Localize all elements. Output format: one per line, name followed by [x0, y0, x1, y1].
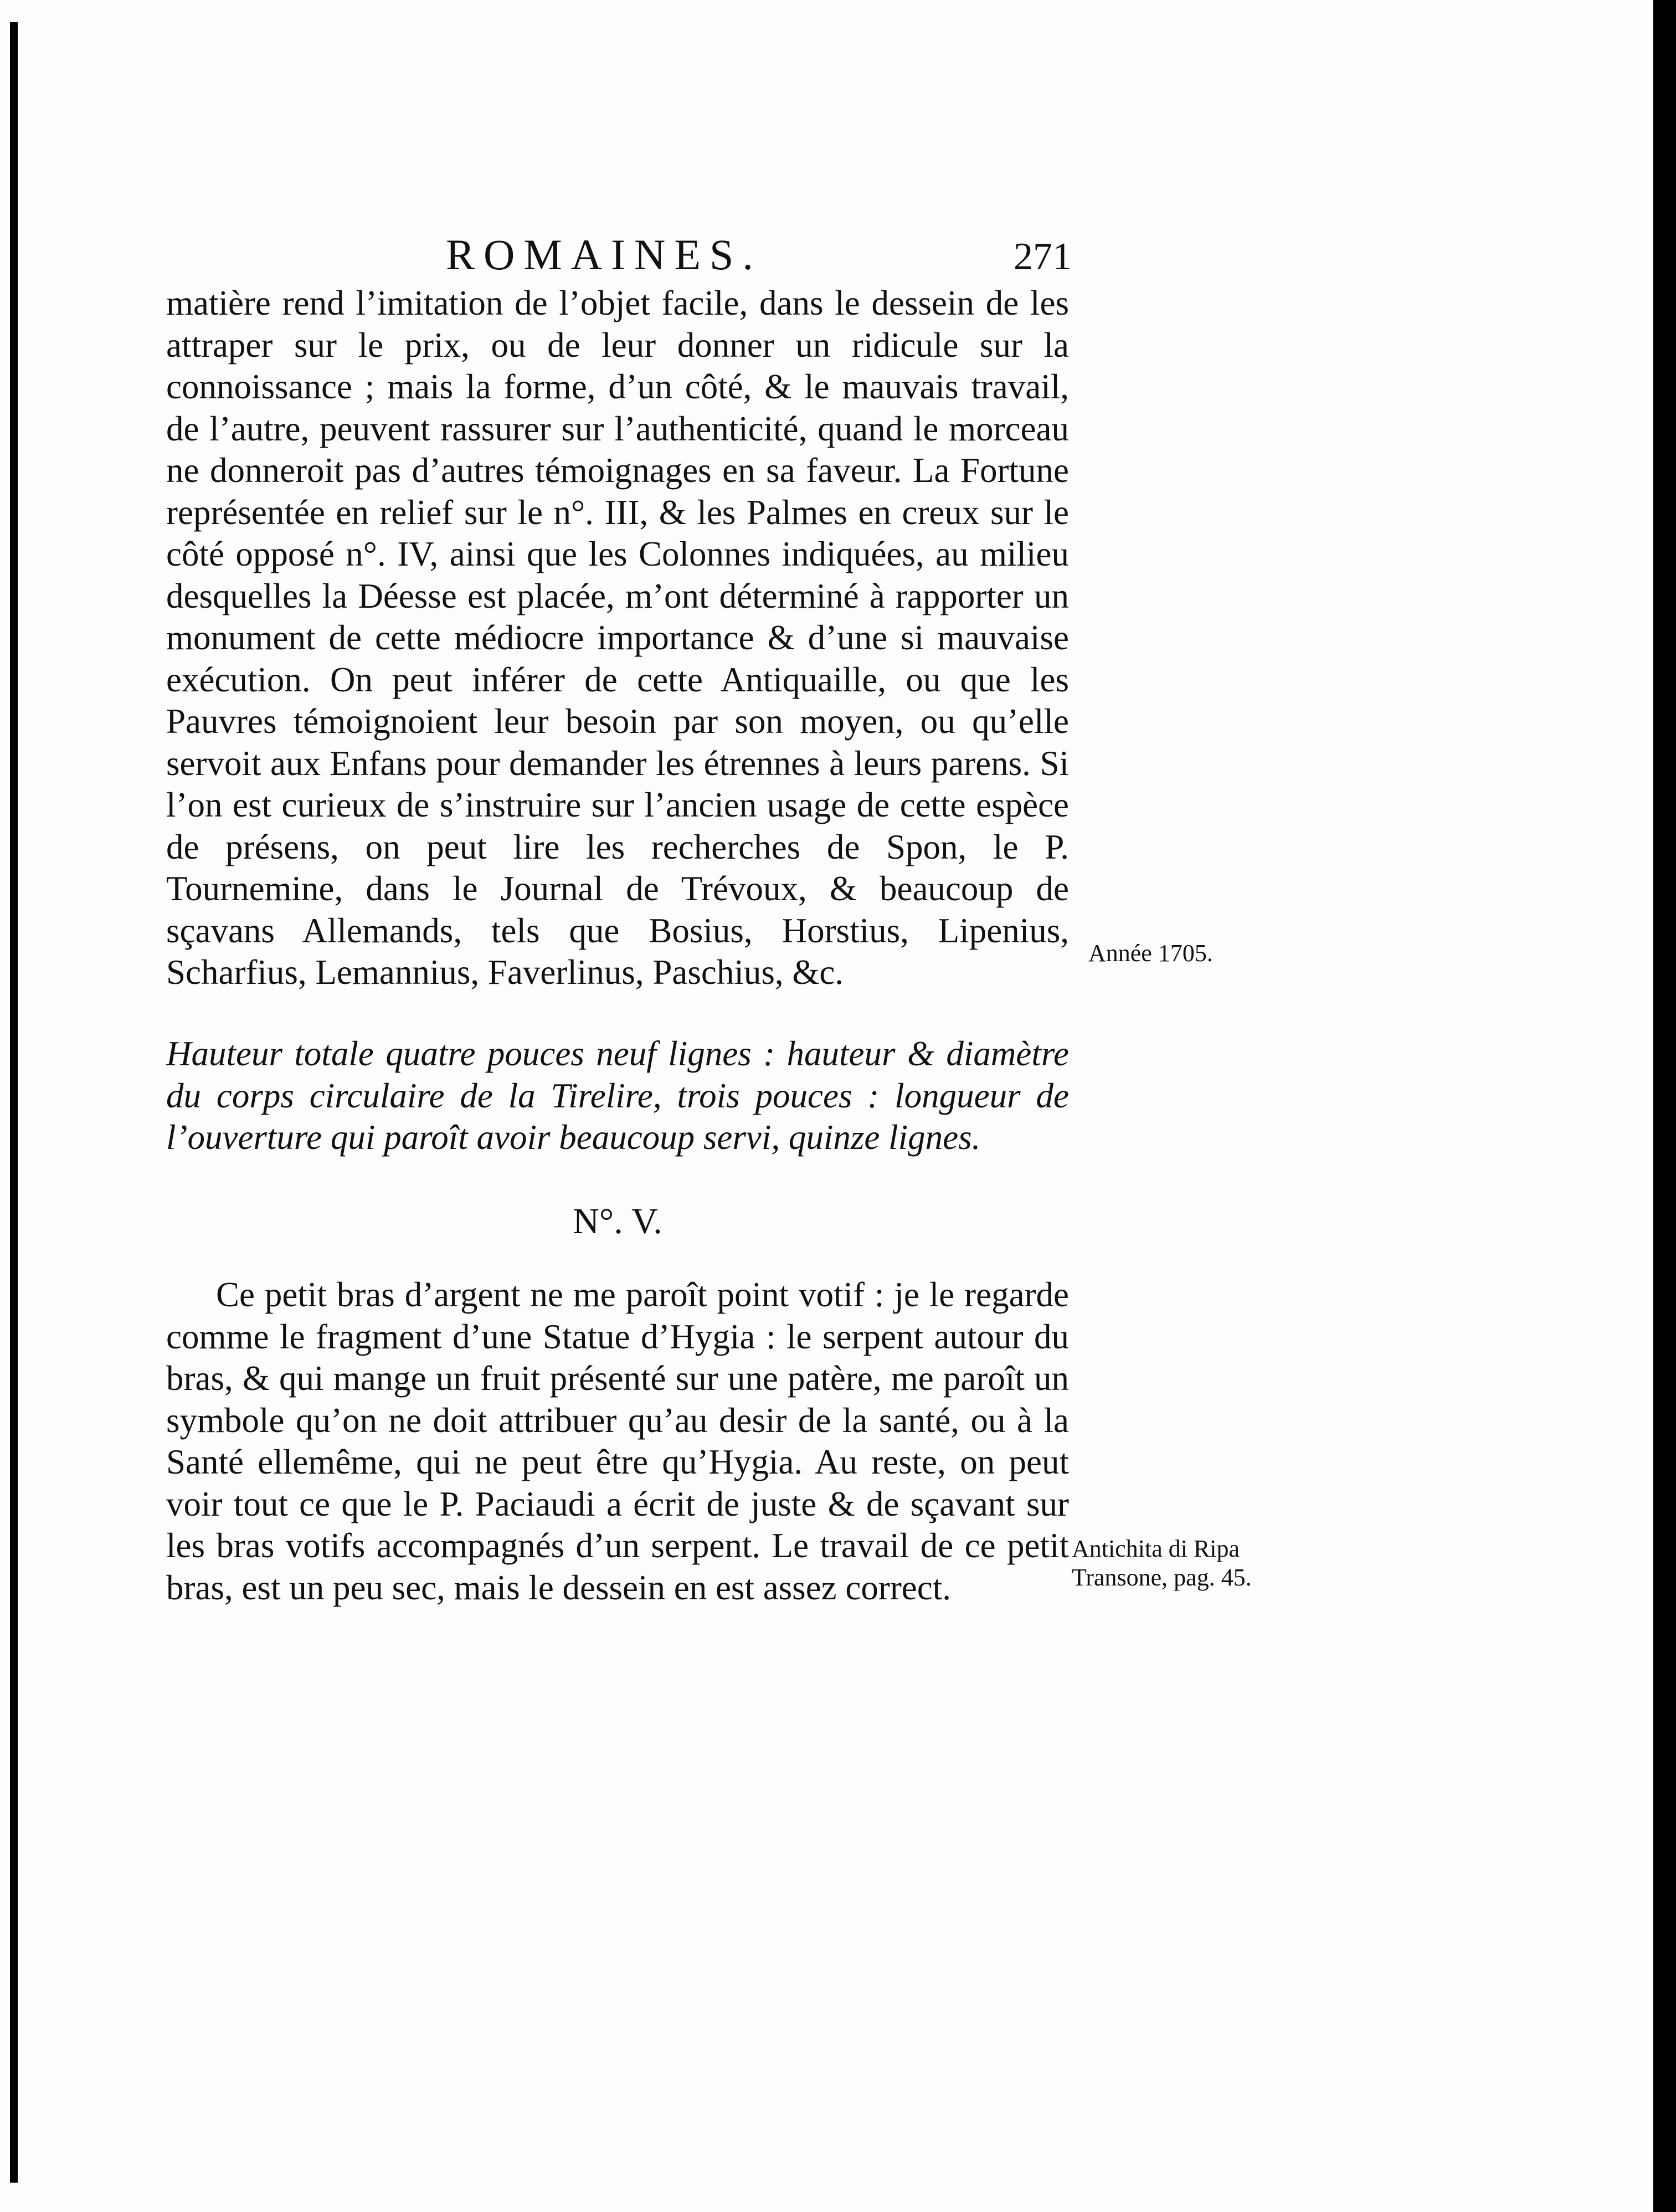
dimensions-note: Hauteur totale quatre pouces neuf lignes : hauteur & diamètre du corps circulaire de la Tirelire, trois pouces : longueur de l’ouverture qui paroît avoir beaucoup servi, quinze lignes. — [166, 1034, 1069, 1157]
section-heading: N°. V. — [573, 1201, 662, 1241]
running-head-title: ROMAINES. — [446, 230, 762, 279]
body-paragraph-2: Ce petit bras d’argent ne me paroît point votif : je le regarde comme le fragment d’une Statue d’Hygia : le serpent autour du bras, & qui mange un fruit présenté sur une patère, me paroît un symbole qu’on ne doit attribuer qu’au desir de la santé, ou à la Santé ellemême, qui ne peut être qu’Hygia. Au reste, on peut voir tout ce que le P. Paciaudi a écrit de juste & de sçavant sur les bras votifs accompagnés d’un serpent. Le travail de ce petit bras, est un peu sec, mais le dessein en est assez correct. — [166, 1275, 1069, 1607]
margin-note-2: Antichita di Ripa Transone, pag. 45. — [1072, 1535, 1252, 1591]
body-paragraph-1: matière rend l’imitation de l’objet facile, dans le dessein de les attraper sur le prix, ou de leur donner un ridicule sur la connoissance ; mais la forme, d’un côté, & le mauvais travail, de l’autre, peuvent rassurer sur l’authenticité, quand le morceau ne donneroit pas d’autres témoignages en sa faveur. La Fortune représentée en relief sur le n°. III, & les Palmes en creux sur le côté opposé n°. IV, ainsi que les Colonnes indiquées, au milieu desquelles la Déesse est placée, m’ont déterminé à rapporter un monument de cette médiocre importance & d’une si mauvaise exécution. On peut inférer de cette Antiquaille, ou que les Pauvres témoignoient leur besoin par son moyen, ou qu’elle servoit aux Enfans pour demander les étrennes à leurs parens. Si l’on est curieux de s’instruire sur l’ancien usage de cette espèce de présens, on peut lire les recherches de Spon, le P. Tournemine, dans le Journal de Trévoux, & beaucoup de sçavans Allemands, tels que Bosius, Horstius, Lipenius, Scharfius, Lemannius, Faverlinus, Paschius, &c. — [166, 284, 1069, 992]
running-head — [166, 230, 1072, 280]
page-number: 271 — [1014, 235, 1072, 278]
scan-gutter-edge — [10, 22, 18, 2183]
scan-right-edge — [1653, 0, 1676, 2212]
margin-note-1: Année 1705. — [1088, 940, 1213, 967]
